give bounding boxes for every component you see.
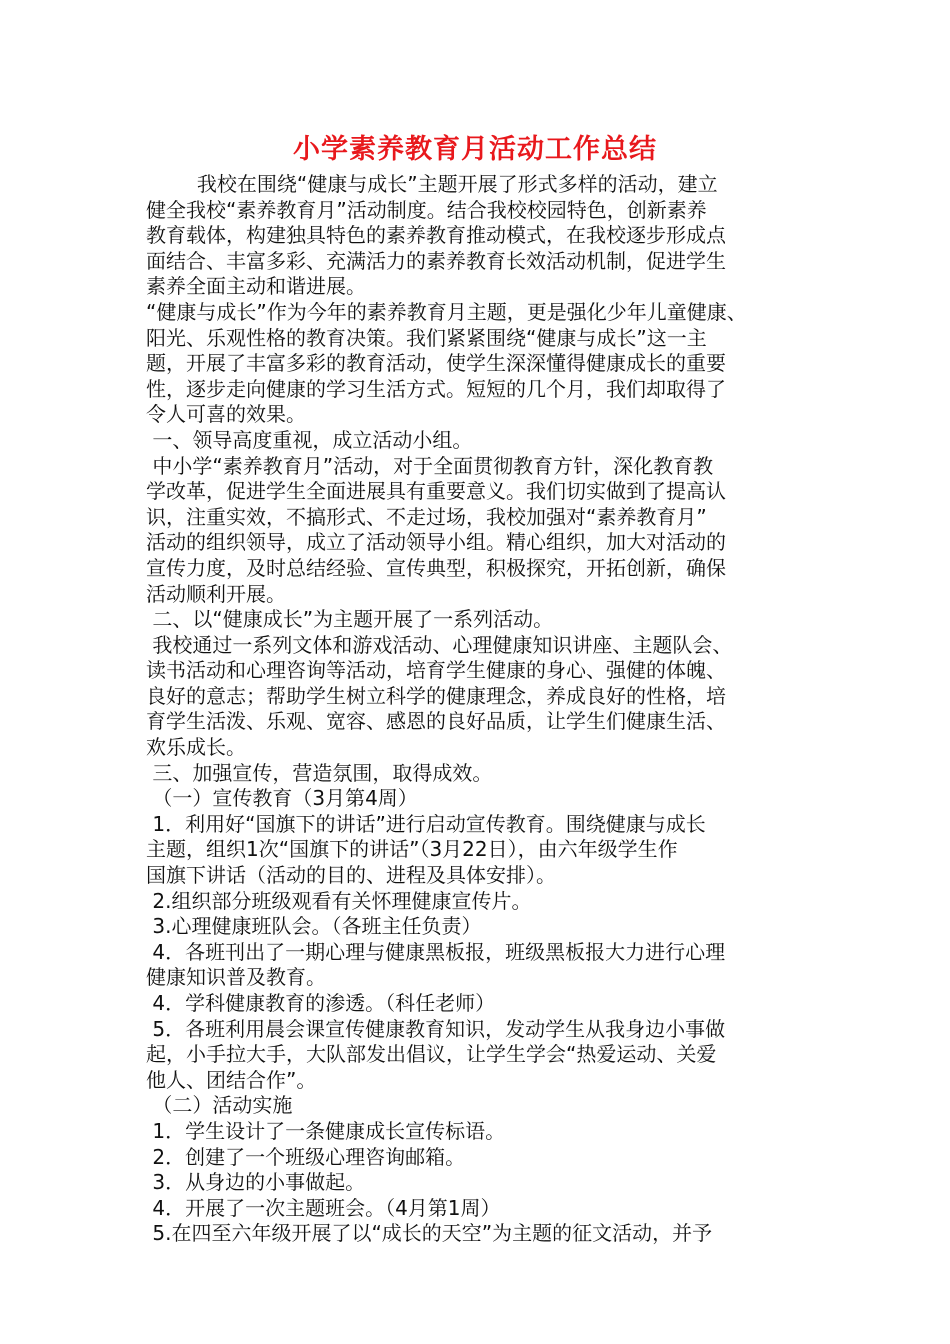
text-line: 4．学科健康教育的渗透。（科任老师） (146, 991, 496, 1015)
text-line: 2.组织部分班级观看有关怀理健康宣传片。 (146, 888, 532, 913)
text-line: 我校通过一系列文体和游戏活动、心理健康知识讲座、主题队会、 (146, 632, 733, 657)
text-line: 性，逐步走向健康的学习生活方式。短短的几个月，我们却取得了 (146, 376, 726, 401)
text-line: 识，注重实效，不搞形式、不走过场，我校加强对“素养教育月” (146, 504, 707, 529)
text-line: 读书活动和心理咨询等活动，培育学生健康的身心、强健的体魄、 (146, 658, 726, 683)
text-line: 1．利用好“国旗下的讲话”进行启动宣传教育。围绕健康与成长 (146, 811, 706, 836)
text-line: 育学生活泼、乐观、宽容、感恩的良好品质，让学生们健康生活、 (146, 709, 726, 734)
text-line: 2．创建了一个班级心理咨询邮箱。 (146, 1144, 466, 1169)
text-line: 健全我校“素养教育月”活动制度。结合我校校园特色，创新素养 (146, 197, 707, 222)
text-line: 国旗下讲话（活动的目的、进程及具体安排）。 (146, 863, 556, 888)
text-line: 学改革，促进学生全面进展具有重要意义。我们切实做到了提高认 (146, 479, 726, 504)
text-line: 面结合、丰富多彩、充满活力的素养教育长效活动机制，促进学生 (146, 248, 726, 273)
text-line: 教育载体，构建独具特色的素养教育推动模式，在我校逐步形成点 (146, 223, 726, 248)
document-body (146, 172, 836, 1247)
text-line: 他人、团结合作”。 (146, 1067, 317, 1092)
text-line: 令人可喜的效果。 (146, 402, 306, 427)
text-line: “健康与成长”作为今年的素养教育月主题，更是强化少年儿童健康、 (146, 299, 747, 324)
text-line: 3．从身边的小事做起。 (146, 1170, 366, 1195)
text-line: 活动顺利开展。 (146, 581, 286, 606)
text-line: 一、领导高度重视，成立活动小组。 (146, 427, 473, 452)
text-line: 欢乐成长。 (146, 735, 246, 760)
text-line: 中小学“素养教育月”活动，对于全面贯彻教育方针，深化教育教 (146, 453, 714, 478)
text-line: （一）宣传教育（3月第4周） (146, 786, 418, 811)
text-line: 我校在围绕“健康与成长”主题开展了形式多样的活动，建立 (146, 172, 718, 196)
text-line: 良好的意志；帮助学生树立科学的健康理念，养成良好的性格，培 (146, 683, 726, 708)
text-line: 4．开展了一次主题班会。（4月第1周） (146, 1195, 501, 1220)
text-line: 题，开展了丰富多彩的教育活动，使学生深深懂得健康成长的重要 (146, 351, 726, 376)
text-line: 5．各班利用晨会课宣传健康教育知识，发动学生从我身边小事做 (146, 1016, 726, 1041)
text-line: 健康知识普及教育。 (146, 965, 326, 990)
text-line: 二、以“健康成长”为主题开展了一系列活动。 (146, 607, 554, 632)
text-line: 阳光、乐观性格的教育决策。我们紧紧围绕“健康与成长”这一主 (146, 325, 707, 350)
text-line: 5.在四至六年级开展了以“成长的天空”为主题的征文活动，并予 (146, 1221, 713, 1246)
text-line: （二）活动实施 (146, 1093, 293, 1118)
text-line: 起，小手拉大手，大队部发出倡议，让学生学会“热爱运动、关爱 (146, 1042, 717, 1067)
text-line: 主题，组织1次“国旗下的讲话”（3月22日），由六年级学生作 (146, 837, 678, 862)
text-line: 1．学生设计了一条健康成长宣传标语。 (146, 1118, 506, 1143)
text-line: 活动的组织领导，成立了活动领导小组。精心组织，加大对活动的 (146, 530, 726, 555)
text-line: 4．各班刊出了一期心理与健康黑板报，班级黑板报大力进行心理 (146, 939, 726, 964)
document-title: 小学素养教育月活动工作总结 (293, 134, 657, 165)
text-line: 宣传力度，及时总结经验、宣传典型，积极探究，开拓创新，确保 (146, 555, 726, 580)
text-line: 3.心理健康班队会。（各班主任负责） (146, 914, 482, 939)
text-line: 素养全面主动和谐进展。 (146, 274, 366, 299)
text-line: 三、加强宣传，营造氛围，取得成效。 (146, 760, 493, 785)
